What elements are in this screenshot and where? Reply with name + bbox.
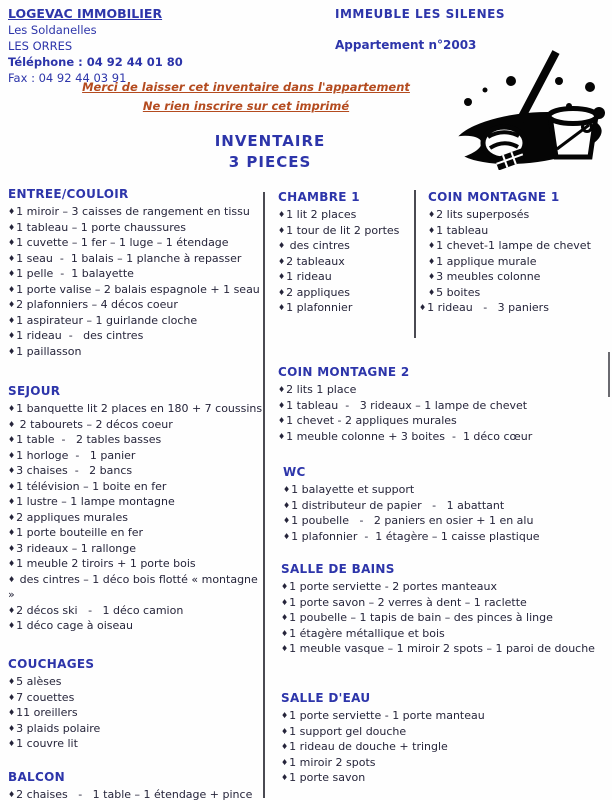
inventory-item	[8, 736, 264, 752]
diamond-bullet-icon: ♦	[278, 272, 286, 281]
inventory-item	[278, 382, 610, 398]
item-text: 2 décos ski - 1 déco camion	[16, 603, 184, 617]
inventory-item	[8, 572, 264, 603]
agency-block	[8, 6, 183, 86]
diamond-bullet-icon: ♦	[278, 385, 286, 394]
diamond-bullet-icon: ♦	[281, 582, 289, 591]
document-title-line2: 3 PIECES	[228, 153, 312, 171]
diamond-bullet-icon: ♦	[278, 303, 286, 312]
item-text: 2 appliques murales	[16, 510, 128, 524]
item-text: 2 tableaux	[286, 254, 345, 268]
section-item-list	[278, 382, 610, 444]
item-text: des cintres – 1 déco bois flotté « montagne »	[8, 572, 262, 601]
item-text: 1 étagère métallique et bois	[289, 626, 445, 640]
diamond-bullet-icon: ♦	[281, 773, 289, 782]
item-text: 1 support gel douche	[289, 724, 407, 738]
inventory-item	[8, 313, 264, 329]
inventory-item	[8, 618, 264, 634]
diamond-bullet-icon: ♦	[283, 500, 291, 510]
section-title: SALLE D'EAU	[281, 691, 371, 705]
section-item-list	[8, 204, 264, 359]
diamond-bullet-icon: ♦	[8, 435, 16, 444]
diamond-bullet-icon: ♦	[283, 485, 291, 494]
item-text: 3 chaises - 2 bancs	[16, 464, 133, 477]
section-title: COIN MONTAGNE 2	[278, 365, 410, 379]
document-title-line1: INVENTAIRE	[214, 132, 326, 150]
item-text: 1 chevet-1 lampe de chevet	[436, 239, 591, 252]
section-title: COIN MONTAGNE 1	[428, 190, 560, 204]
inventory-item	[278, 413, 610, 429]
diamond-bullet-icon: ♦	[8, 419, 16, 429]
inventory-item	[428, 223, 610, 239]
diamond-bullet-icon: ♦	[8, 605, 16, 615]
diamond-bullet-icon: ♦	[428, 272, 436, 281]
diamond-bullet-icon: ♦	[278, 431, 286, 441]
inventory-item	[8, 417, 264, 433]
inventory-item	[281, 595, 611, 611]
diamond-bullet-icon: ♦	[8, 207, 16, 216]
diamond-bullet-icon: ♦	[281, 711, 289, 720]
inventory-item	[281, 708, 611, 724]
inventory-item	[428, 269, 610, 285]
diamond-bullet-icon: ♦	[281, 597, 289, 607]
item-text: 1 table - 2 tables basses	[16, 433, 162, 446]
inventory-item	[8, 494, 264, 510]
apartment-number: Appartement n°2003	[335, 38, 477, 52]
inventory-item	[281, 610, 611, 626]
inventory-item	[419, 300, 610, 316]
inventory-item	[278, 269, 412, 285]
diamond-bullet-icon: ♦	[8, 238, 16, 247]
section-item-list	[278, 207, 412, 316]
section-coin-montagne-1	[419, 189, 610, 316]
diamond-bullet-icon: ♦	[278, 225, 286, 235]
section-title: WC	[283, 465, 306, 479]
item-text: 3 plaids polaire	[16, 721, 101, 735]
item-text: 1 porte serviette - 1 porte manteau	[289, 709, 485, 722]
inventory-item	[8, 448, 264, 464]
diamond-bullet-icon: ♦	[8, 739, 16, 748]
diamond-bullet-icon: ♦	[281, 757, 289, 767]
diamond-bullet-icon: ♦	[281, 742, 289, 751]
item-text: des cintres	[286, 239, 350, 252]
diamond-bullet-icon: ♦	[8, 253, 16, 263]
section-wc	[283, 464, 612, 544]
section-item-list	[281, 708, 611, 786]
inventory-item	[8, 328, 264, 344]
inventory-item	[8, 541, 264, 557]
agency-fax: Fax : 04 92 44 03 91	[8, 71, 127, 85]
section-item-list	[419, 207, 610, 316]
inventory-item	[281, 755, 611, 771]
inventory-item	[278, 429, 610, 445]
section-title: SEJOUR	[8, 384, 61, 398]
inventory-item	[8, 721, 264, 737]
diamond-bullet-icon: ♦	[8, 497, 16, 506]
diamond-bullet-icon: ♦	[281, 628, 289, 638]
item-text: 1 pelle - 1 balayette	[16, 267, 134, 280]
inventory-item	[278, 285, 412, 301]
diamond-bullet-icon: ♦	[281, 644, 289, 653]
item-text: 1 applique murale	[436, 254, 537, 268]
inventory-item	[278, 254, 412, 270]
item-text: 2 tabourets – 2 décos coeur	[16, 417, 173, 431]
diamond-bullet-icon: ♦	[428, 225, 436, 235]
item-text: 1 chevet - 2 appliques murales	[286, 414, 457, 427]
item-text: 2 plafonniers – 4 décos coeur	[16, 298, 178, 311]
item-text: 2 chaises - 1 table – 1 étendage + pince	[16, 788, 253, 800]
inventory-item	[283, 513, 612, 529]
inventory-item	[8, 787, 264, 800]
item-text: 1 rideau de douche + tringle	[289, 740, 448, 753]
agency-name: LOGEVAC IMMOBILIER	[8, 6, 163, 21]
item-text: 1 rideau - des cintres	[16, 329, 144, 342]
diamond-bullet-icon: ♦	[8, 559, 16, 568]
diamond-bullet-icon: ♦	[8, 331, 16, 340]
diamond-bullet-icon: ♦	[8, 692, 16, 702]
diamond-bullet-icon: ♦	[278, 400, 286, 410]
diamond-bullet-icon: ♦	[428, 210, 436, 219]
item-text: 7 couettes	[16, 690, 75, 704]
diamond-bullet-icon: ♦	[8, 512, 16, 522]
diamond-bullet-icon: ♦	[278, 287, 286, 297]
item-text: 2 appliques	[286, 285, 350, 299]
item-text: 2 lits superposés	[436, 208, 530, 221]
agency-address-line2: LES ORRES	[8, 39, 73, 53]
item-text: 1 paillasson	[16, 344, 82, 358]
item-text: 1 plafonnier - 1 étagère – 1 caisse plastique	[291, 529, 540, 543]
diamond-bullet-icon: ♦	[8, 300, 16, 309]
inventory-item	[8, 690, 264, 706]
item-text: 1 balayette et support	[291, 483, 415, 496]
inventory-item	[281, 770, 611, 786]
item-text: 3 meubles colonne	[436, 270, 541, 283]
section-title: CHAMBRE 1	[278, 190, 360, 204]
section-title: SALLE DE BAINS	[281, 562, 395, 576]
item-text: 1 tableau - 3 rideaux – 1 lampe de chevet	[286, 398, 528, 412]
inventory-item	[8, 674, 264, 690]
inventory-item	[8, 235, 264, 251]
diamond-bullet-icon: ♦	[8, 269, 16, 278]
item-text: 1 lit 2 places	[286, 208, 357, 221]
item-text: 1 couvre lit	[16, 737, 78, 750]
diamond-bullet-icon: ♦	[8, 315, 16, 325]
item-text: 1 meuble colonne + 3 boites - 1 déco cœur	[286, 429, 533, 443]
inventory-item	[428, 285, 610, 301]
diamond-bullet-icon: ♦	[8, 543, 16, 553]
section-title: ENTREE/COULOIR	[8, 187, 129, 201]
item-text: 1 porte valise – 2 balais espagnole + 1 seau	[16, 282, 260, 296]
item-text: 2 lits 1 place	[286, 383, 357, 396]
diamond-bullet-icon: ♦	[419, 303, 427, 312]
item-text: 1 poubelle – 1 tapis de bain – des pinces à linge	[289, 611, 553, 624]
item-text: 1 aspirateur – 1 guirlande cloche	[16, 313, 198, 327]
inventory-item	[283, 482, 612, 498]
agency-phone: Téléphone : 04 92 44 01 80	[8, 55, 183, 69]
item-text: 1 meuble 2 tiroirs + 1 porte bois	[16, 557, 196, 570]
section-entree-couloir	[8, 186, 264, 359]
inventory-item	[8, 220, 264, 236]
diamond-bullet-icon: ♦	[281, 726, 289, 736]
item-text: 1 poubelle - 2 paniers en osier + 1 en alu	[291, 514, 534, 527]
section-salle-d-eau	[281, 690, 611, 786]
item-text: 1 rideau	[286, 270, 332, 283]
item-text: 1 déco cage à oiseau	[16, 619, 133, 632]
item-text: 1 miroir – 3 caisses de rangement en tissu	[16, 205, 250, 218]
inventory-item	[283, 529, 612, 545]
diamond-bullet-icon: ♦	[8, 346, 16, 356]
inventory-item	[8, 603, 264, 619]
section-balcon	[8, 769, 264, 800]
inventory-item	[428, 254, 610, 270]
section-item-list	[8, 401, 264, 634]
inventory-item	[278, 207, 412, 223]
diamond-bullet-icon: ♦	[428, 256, 436, 266]
diamond-bullet-icon: ♦	[8, 284, 16, 294]
notice-line1: Merci de laisser cet inventaire dans l'appartement	[82, 80, 410, 94]
inventory-item	[8, 510, 264, 526]
diamond-bullet-icon: ♦	[8, 621, 16, 630]
item-text: 1 cuvette – 1 fer – 1 luge – 1 étendage	[16, 236, 229, 249]
item-text: 3 rideaux – 1 rallonge	[16, 541, 137, 555]
item-text: 1 tableau – 1 porte chaussures	[16, 220, 186, 234]
agency-address-line1: Les Soldanelles	[8, 23, 97, 37]
item-text: 1 porte serviette - 2 portes manteaux	[289, 580, 497, 593]
section-salle-de-bains	[281, 561, 611, 657]
diamond-bullet-icon: ♦	[8, 708, 16, 717]
item-text: 1 lustre – 1 lampe montagne	[16, 495, 175, 508]
inventory-item	[281, 641, 611, 657]
inventory-item	[281, 739, 611, 755]
diamond-bullet-icon: ♦	[8, 723, 16, 733]
item-text: 1 plafonnier	[286, 301, 353, 314]
section-chambre-1	[278, 189, 412, 316]
inventory-item	[278, 238, 412, 254]
diamond-bullet-icon: ♦	[8, 466, 16, 475]
inventory-item	[8, 556, 264, 572]
item-text: 1 porte savon – 2 verres à dent – 1 raclette	[289, 595, 527, 609]
diamond-bullet-icon: ♦	[428, 287, 436, 297]
inventory-item	[8, 266, 264, 282]
item-text: 1 rideau - 3 paniers	[427, 301, 549, 314]
diamond-bullet-icon: ♦	[283, 531, 291, 541]
inventory-item	[278, 300, 412, 316]
section-title: BALCON	[8, 770, 65, 784]
inventory-item	[8, 344, 264, 360]
inventory-item	[8, 705, 264, 721]
inventory-item	[8, 479, 264, 495]
inventory-item	[8, 204, 264, 220]
item-text: 1 porte bouteille en fer	[16, 526, 144, 539]
section-coin-montagne-2	[278, 364, 610, 444]
inventory-item	[283, 498, 612, 514]
diamond-bullet-icon: ♦	[8, 404, 16, 413]
section-item-list	[8, 787, 264, 800]
inventory-item	[8, 525, 264, 541]
inventory-item	[428, 238, 610, 254]
diamond-bullet-icon: ♦	[278, 210, 286, 219]
diamond-bullet-icon: ♦	[278, 256, 286, 266]
inventory-item	[281, 579, 611, 595]
inventory-item	[8, 463, 264, 479]
diamond-bullet-icon: ♦	[278, 241, 286, 250]
section-sejour	[8, 383, 264, 634]
diamond-bullet-icon: ♦	[8, 528, 16, 537]
item-text: 1 banquette lit 2 places en 180 + 7 coussins	[16, 402, 263, 415]
item-text: 11 oreillers	[16, 706, 78, 719]
diamond-bullet-icon: ♦	[283, 516, 291, 525]
inventory-item	[8, 401, 264, 417]
inventory-item	[278, 223, 412, 239]
diamond-bullet-icon: ♦	[8, 790, 16, 799]
item-text: 1 tableau	[436, 223, 489, 237]
diamond-bullet-icon: ♦	[8, 677, 16, 686]
diamond-bullet-icon: ♦	[281, 613, 289, 622]
column-divider-upper	[414, 190, 416, 338]
section-title: COUCHAGES	[8, 657, 95, 671]
section-item-list	[281, 579, 611, 657]
diamond-bullet-icon: ♦	[428, 241, 436, 250]
cleaning-brush-bucket-clipart	[438, 50, 612, 170]
diamond-bullet-icon: ♦	[278, 416, 286, 425]
item-text: 1 porte savon	[289, 771, 366, 784]
inventory-item	[8, 282, 264, 298]
diamond-bullet-icon: ♦	[8, 481, 16, 491]
section-item-list	[8, 674, 264, 752]
inventory-item	[278, 398, 610, 414]
item-text: 1 tour de lit 2 portes	[286, 223, 400, 237]
item-text: 5 alèses	[16, 675, 62, 688]
section-couchages	[8, 656, 264, 752]
item-text: 1 horloge - 1 panier	[16, 448, 136, 462]
inventory-item	[8, 251, 264, 267]
inventory-item	[281, 626, 611, 642]
section-item-list	[283, 482, 612, 544]
building-name: IMMEUBLE LES SILENES	[335, 7, 505, 21]
item-text: 1 miroir 2 spots	[289, 755, 376, 769]
item-text: 1 télévision – 1 boite en fer	[16, 479, 167, 493]
item-text: 1 meuble vasque – 1 miroir 2 spots – 1 paroi de douche	[289, 642, 595, 655]
inventory-item	[8, 432, 264, 448]
inventory-item	[428, 207, 610, 223]
diamond-bullet-icon: ♦	[8, 222, 16, 232]
item-text: 5 boites	[436, 285, 481, 299]
item-text: 1 seau - 1 balais – 1 planche à repasser	[16, 251, 242, 265]
diamond-bullet-icon: ♦	[8, 450, 16, 460]
notice-line2: Ne rien inscrire sur cet imprimé	[142, 99, 350, 113]
inventory-item	[8, 297, 264, 313]
item-text: 1 distributeur de papier - 1 abattant	[291, 498, 505, 512]
diamond-bullet-icon: ♦	[8, 574, 16, 584]
inventory-item	[281, 724, 611, 740]
